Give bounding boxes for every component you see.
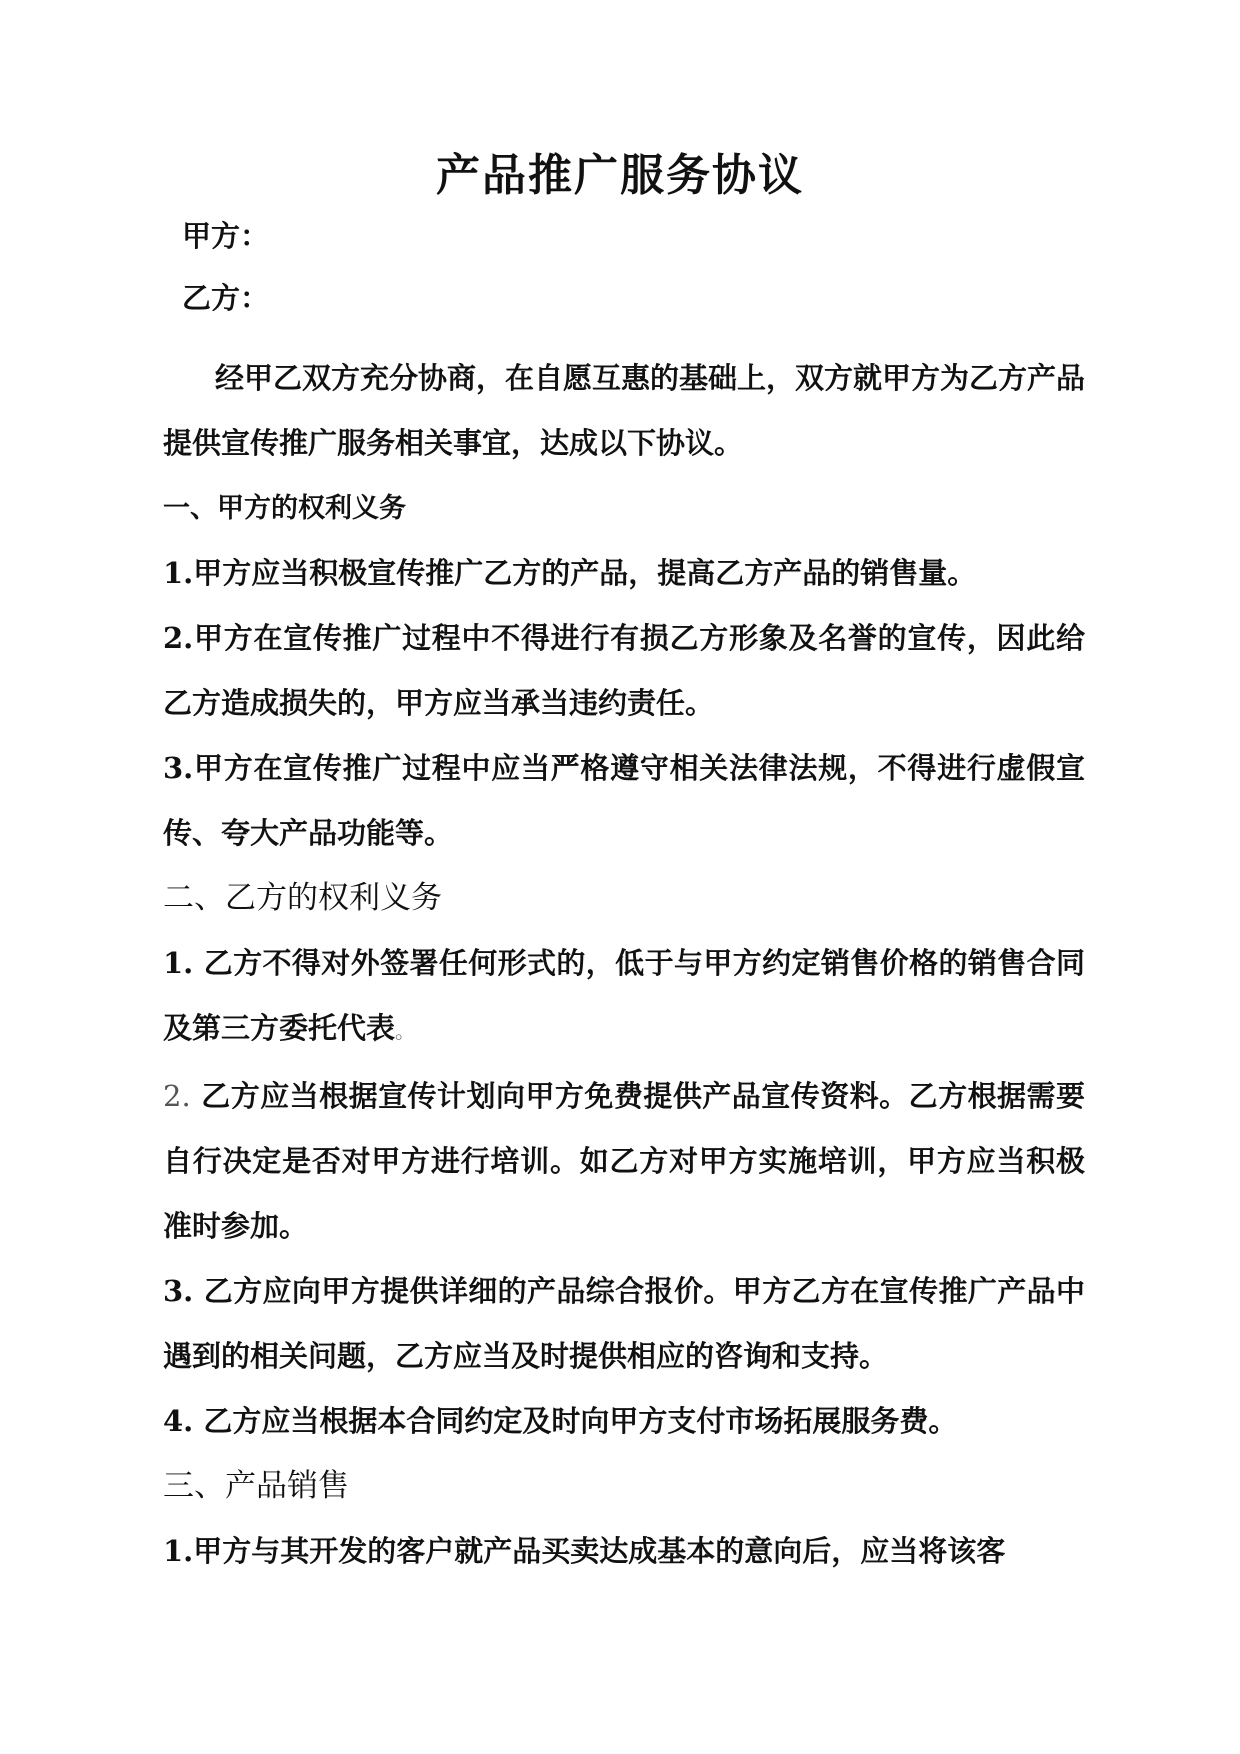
section2-item-1 — [163, 931, 1085, 1064]
party-a-label: 甲方： — [182, 219, 270, 253]
section1-item-3: 3.甲方在宣传推广过程中应当严格遵守相关法律法规，不得进行虚假宣传、夸大产品功能等。 — [163, 751, 1085, 850]
party-b-label: 乙方： — [182, 281, 270, 315]
document-body — [163, 346, 1085, 1584]
section1-item-1: 1.甲方应当积极宣传推广乙方的产品，提高乙方产品的销售量。 — [163, 556, 977, 590]
section2-item-1-tail: 。 — [395, 1019, 416, 1043]
section2-item-4: 4. 乙方应当根据本合同约定及时向甲方支付市场拓展服务费。 — [163, 1404, 958, 1438]
section3-item-1: 1.甲方与其开发的客户就产品买卖达成基本的意向后，应当将该客 — [163, 1534, 1006, 1568]
section2-item-2-number: 2. — [163, 1079, 191, 1113]
section2-item-2 — [163, 1064, 1085, 1259]
section3-heading: 三、产品销售 — [163, 1468, 349, 1504]
intro-paragraph: 经甲乙双方充分协商，在自愿互惠的基础上，双方就甲方为乙方产品提供宣传推广服务相关事宜，达成以下协议。 — [163, 361, 1086, 460]
section2-heading: 二、乙方的权利义务 — [163, 880, 442, 916]
section2-item-2-text: 乙方应当根据宣传计划向甲方免费提供产品宣传资料。乙方根据需要自行决定是否对甲方进行培训。如乙方对甲方实施培训，甲方应当积极准时参加。 — [163, 1079, 1085, 1243]
section2-item-1-text: 1. 乙方不得对外签署任何形式的，低于与甲方约定销售价格的销售合同及第三方委托代表 — [163, 946, 1085, 1045]
section1-heading: 一、甲方的权利义务 — [163, 493, 406, 524]
document-title: 产品推广服务协议 — [436, 150, 804, 201]
section2-item-3: 3. 乙方应向甲方提供详细的产品综合报价。甲方乙方在宣传推广产品中遇到的相关问题，乙方应当及时提供相应的咨询和支持。 — [163, 1274, 1085, 1373]
section1-item-2: 2.甲方在宣传推广过程中不得进行有损乙方形象及名誉的宣传，因此给乙方造成损失的，甲方应当承当违约责任。 — [163, 621, 1085, 720]
